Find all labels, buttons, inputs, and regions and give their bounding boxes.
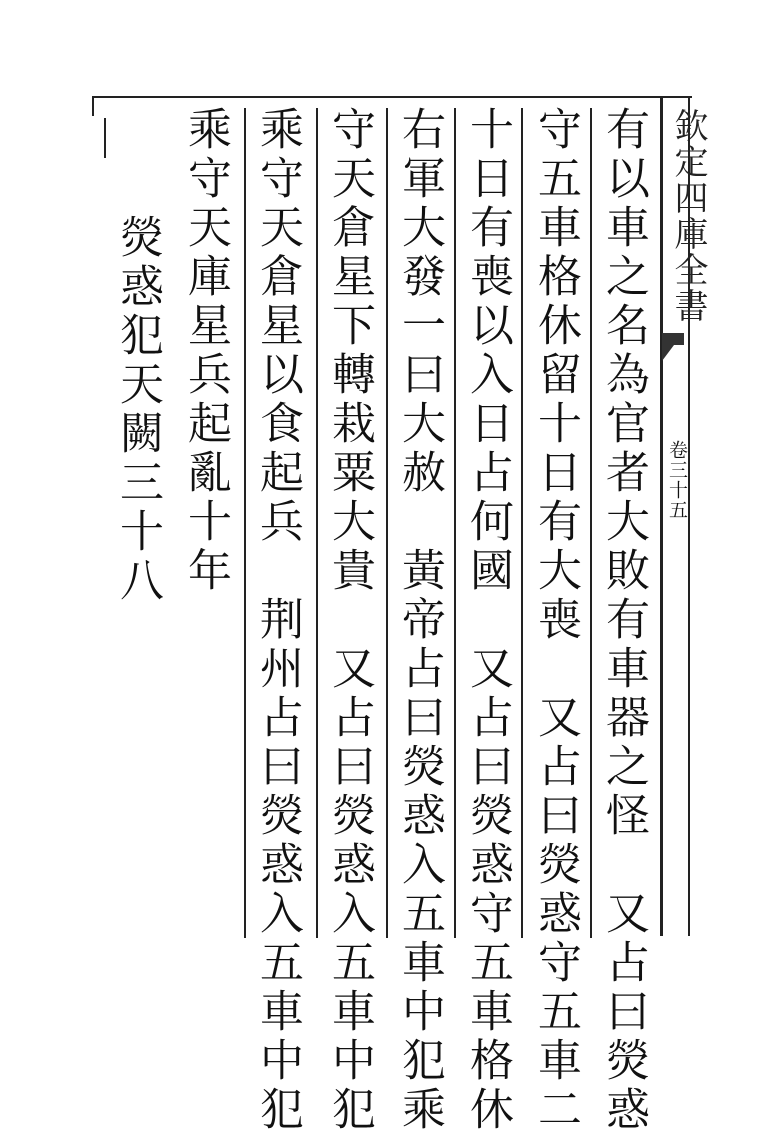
column-divider (386, 108, 388, 938)
margin-strip (660, 96, 663, 936)
text-column-5: 守天倉星下轉栽粟大貴 又占曰熒惑入五車中犯 (324, 106, 375, 1135)
text-column-7: 乘守天庫星兵起亂十年 (180, 106, 231, 596)
margin-juan-number: 卷三十五 (666, 440, 688, 520)
text-column-3: 十日有喪以入日占何國 又占曰熒惑守五車格休 (462, 106, 513, 1135)
column-divider (316, 108, 318, 938)
column-divider (454, 108, 456, 938)
column-divider (244, 108, 246, 938)
column-divider (590, 108, 592, 938)
left-border-rule (92, 96, 94, 116)
top-border-rule (92, 96, 692, 98)
column-divider (104, 118, 106, 158)
section-heading-column: 熒惑犯天闕三十八 (112, 214, 163, 606)
fish-tail-mark (662, 333, 684, 345)
fish-tail-mark (662, 345, 674, 361)
margin-book-title: 欽定四庫全書 (668, 108, 708, 324)
column-divider (521, 108, 523, 938)
text-column-4: 右軍大發一曰大赦 黃帝占曰熒惑入五車中犯乘 (394, 106, 445, 1135)
text-column-2: 守五車格休留十日有大喪 又占曰熒惑守五車二 (530, 106, 581, 1135)
text-column-6: 乘守天倉星以食起兵 荆州占曰熒惑入五車中犯 (252, 106, 303, 1135)
text-column-1: 有以車之名為官者大敗有車器之怪 又占曰熒惑 (598, 106, 649, 1135)
